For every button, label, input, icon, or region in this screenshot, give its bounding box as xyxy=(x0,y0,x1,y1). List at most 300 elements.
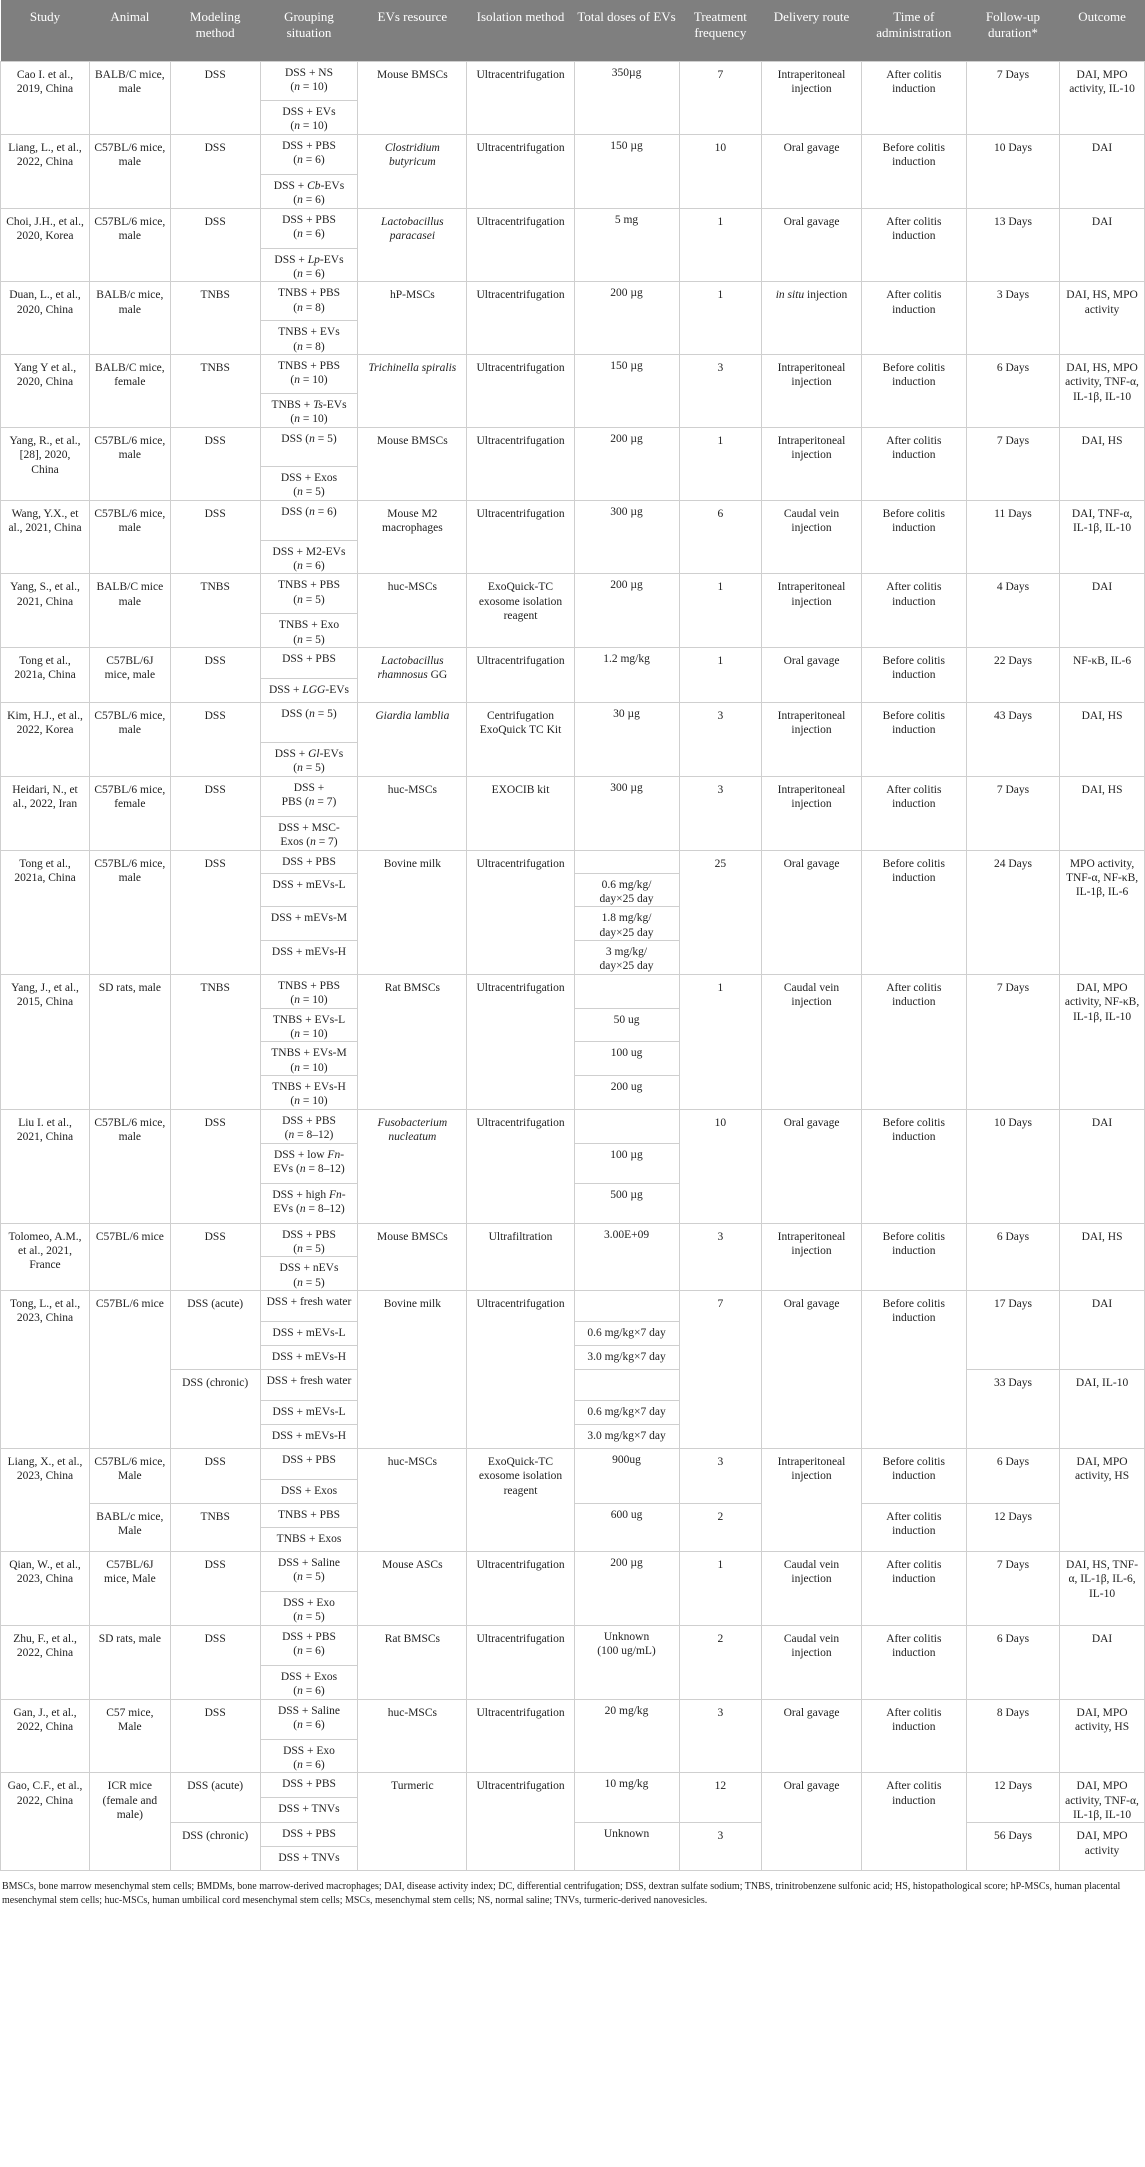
cell-administration-time: Before colitis induction xyxy=(861,134,966,208)
cell-animal: BALB/C mice, female xyxy=(90,355,171,428)
cell-grouping: DSS + Cb-EVs (n = 6) xyxy=(260,174,358,208)
cell-isolation-method: Ultracentrifugation xyxy=(467,648,574,703)
cell-delivery-route: Intraperitoneal injection xyxy=(762,574,862,648)
cell-total-dose xyxy=(574,850,679,873)
cell-grouping: DSS + PBS (n = 6) xyxy=(260,1625,358,1665)
cell-study: Yang, R., et al., [28], 2020, China xyxy=(1,427,90,500)
cell-study: Tong, L., et al., 2023, China xyxy=(1,1291,90,1449)
cell-total-dose: 200 µg xyxy=(574,1552,679,1626)
cell-animal: C57BL/6J mice, Male xyxy=(90,1552,171,1626)
cell-modeling-method: DSS (acute) xyxy=(170,1291,260,1370)
cell-study: Yang Y et al., 2020, China xyxy=(1,355,90,428)
cell-administration-time: After colitis induction xyxy=(861,1699,966,1773)
cell-grouping: DSS + TNVs xyxy=(260,1847,358,1871)
cell-outcome: DAI xyxy=(1060,574,1145,648)
cell-follow-up-duration: 13 Days xyxy=(966,208,1059,282)
cell-grouping: DSS + mEVs-L xyxy=(260,1322,358,1346)
cell-modeling-method: DSS xyxy=(170,427,260,500)
cell-administration-time: After colitis induction xyxy=(861,208,966,282)
cell-delivery-route: Intraperitoneal injection xyxy=(762,1223,862,1291)
cell-follow-up-duration: 43 Days xyxy=(966,703,1059,777)
cell-ev-resource: hP-MSCs xyxy=(358,282,467,355)
cell-grouping: DSS + PBS (n = 5) xyxy=(260,1223,358,1257)
cell-treatment-frequency: 3 xyxy=(679,703,762,777)
cell-treatment-frequency: 1 xyxy=(679,974,762,1109)
cell-grouping: TNBS + PBS (n = 8) xyxy=(260,282,358,321)
cell-isolation-method: Ultracentrifugation xyxy=(467,1109,574,1223)
cell-total-dose: 200 ug xyxy=(574,1076,679,1110)
cell-study: Heidari, N., et al., 2022, Iran xyxy=(1,776,90,850)
cell-ev-resource: Mouse ASCs xyxy=(358,1552,467,1626)
cell-ev-resource: Fusobacterium nucleatum xyxy=(358,1109,467,1223)
cell-treatment-frequency: 3 xyxy=(679,1449,762,1504)
cell-modeling-method: DSS (acute) xyxy=(170,1773,260,1823)
cell-ev-resource: Bovine milk xyxy=(358,1291,467,1449)
cell-administration-time: After colitis induction xyxy=(861,62,966,135)
cell-grouping: DSS + Saline (n = 5) xyxy=(260,1552,358,1592)
cell-animal: C57BL/6 mice xyxy=(90,1291,171,1449)
cell-animal: C57BL/6J mice, male xyxy=(90,648,171,703)
cell-modeling-method: DSS xyxy=(170,1625,260,1699)
cell-follow-up-duration: 6 Days xyxy=(966,355,1059,428)
cell-grouping: DSS + PBS xyxy=(260,1449,358,1480)
cell-grouping: DSS + Lp-EVs (n = 6) xyxy=(260,248,358,282)
cell-isolation-method: Ultracentrifugation xyxy=(467,500,574,574)
cell-administration-time: Before colitis induction xyxy=(861,1223,966,1291)
table-row xyxy=(1,1291,1145,1322)
cell-outcome: DAI, HS, TNF-α, IL-1β, IL-6, IL-10 xyxy=(1060,1552,1145,1626)
cell-follow-up-duration: 6 Days xyxy=(966,1625,1059,1699)
cell-study: Yang, S., et al., 2021, China xyxy=(1,574,90,648)
header-modeling-method: Modeling method xyxy=(170,0,260,62)
cell-treatment-frequency: 12 xyxy=(679,1773,762,1823)
cell-ev-resource: Rat BMSCs xyxy=(358,1625,467,1699)
cell-study: Yang, J., et al., 2015, China xyxy=(1,974,90,1109)
cell-delivery-route: Caudal vein injection xyxy=(762,500,862,574)
cell-ev-resource: Mouse BMSCs xyxy=(358,427,467,500)
cell-outcome: DAI, MPO activity xyxy=(1060,1823,1145,1871)
cell-modeling-method: DSS (chronic) xyxy=(170,1370,260,1449)
cell-outcome: DAI, TNF-α, IL-1β, IL-10 xyxy=(1060,500,1145,574)
header-isolation-method: Isolation method xyxy=(467,0,574,62)
cell-grouping: DSS + PBS xyxy=(260,1773,358,1798)
cell-total-dose xyxy=(574,1370,679,1401)
cell-grouping: TNBS + PBS (n = 10) xyxy=(260,974,358,1008)
cell-treatment-frequency: 3 xyxy=(679,1223,762,1291)
cell-total-dose: 5 mg xyxy=(574,208,679,282)
cell-grouping: DSS + Gl-EVs (n = 5) xyxy=(260,743,358,777)
cell-ev-resource: Mouse BMSCs xyxy=(358,1223,467,1291)
header-treatment-frequency: Treatment frequency xyxy=(679,0,762,62)
cell-grouping: DSS (n = 5) xyxy=(260,703,358,743)
cell-isolation-method: Ultracentrifugation xyxy=(467,1552,574,1626)
cell-administration-time: After colitis induction xyxy=(861,1625,966,1699)
cell-modeling-method: TNBS xyxy=(170,974,260,1109)
cell-outcome: DAI, MPO activity, TNF-α, IL-1β, IL-10 xyxy=(1060,1773,1145,1823)
header-total-dose: Total doses of EVs xyxy=(574,0,679,62)
cell-total-dose: 150 µg xyxy=(574,355,679,428)
cell-outcome: DAI, HS, MPO activity xyxy=(1060,282,1145,355)
cell-isolation-method: Ultracentrifugation xyxy=(467,282,574,355)
cell-grouping: DSS + fresh water xyxy=(260,1291,358,1322)
cell-grouping: DSS + Saline (n = 6) xyxy=(260,1699,358,1739)
cell-animal: C57BL/6 mice, male xyxy=(90,1109,171,1223)
cell-treatment-frequency: 3 xyxy=(679,1823,762,1871)
cell-treatment-frequency: 10 xyxy=(679,134,762,208)
cell-administration-time: Before colitis induction xyxy=(861,1449,966,1504)
table-row xyxy=(1,1625,1145,1665)
cell-administration-time: After colitis induction xyxy=(861,974,966,1109)
table-row xyxy=(1,355,1145,394)
cell-ev-resource: Clostridium butyricum xyxy=(358,134,467,208)
cell-modeling-method: DSS xyxy=(170,1449,260,1504)
cell-study: Kim, H.J., et al., 2022, Korea xyxy=(1,703,90,777)
cell-administration-time: After colitis induction xyxy=(861,1504,966,1552)
cell-delivery-route: Intraperitoneal injection xyxy=(762,703,862,777)
cell-animal: ICR mice (female and male) xyxy=(90,1773,171,1871)
cell-ev-resource: huc-MSCs xyxy=(358,776,467,850)
cell-grouping: TNBS + PBS (n = 5) xyxy=(260,574,358,614)
cell-outcome: DAI, HS xyxy=(1060,427,1145,500)
cell-grouping: DSS + PBS (n = 7) xyxy=(260,776,358,816)
cell-treatment-frequency: 3 xyxy=(679,776,762,850)
table-row xyxy=(1,648,1145,679)
cell-isolation-method: Ultracentrifugation xyxy=(467,62,574,135)
cell-total-dose: 0.6 mg/kg×7 day xyxy=(574,1401,679,1425)
cell-ev-resource: huc-MSCs xyxy=(358,1699,467,1773)
cell-animal: C57BL/6 mice xyxy=(90,1223,171,1291)
cell-isolation-method: Ultracentrifugation xyxy=(467,1625,574,1699)
cell-modeling-method: DSS xyxy=(170,1552,260,1626)
cell-isolation-method: ExoQuick-TC exosome isolation reagent xyxy=(467,1449,574,1552)
cell-grouping: TNBS + Ts-EVs (n = 10) xyxy=(260,394,358,428)
cell-study: Tong et al., 2021a, China xyxy=(1,648,90,703)
cell-delivery-route: Intraperitoneal injection xyxy=(762,1449,862,1552)
cell-modeling-method: DSS xyxy=(170,62,260,135)
cell-grouping: DSS + fresh water xyxy=(260,1370,358,1401)
cell-grouping: TNBS + PBS (n = 10) xyxy=(260,355,358,394)
cell-grouping: TNBS + EVs-L (n = 10) xyxy=(260,1008,358,1042)
cell-total-dose: 10 mg/kg xyxy=(574,1773,679,1823)
cell-follow-up-duration: 12 Days xyxy=(966,1504,1059,1552)
cell-grouping: DSS + mEVs-H xyxy=(260,941,358,975)
cell-outcome: DAI xyxy=(1060,208,1145,282)
cell-total-dose: 150 µg xyxy=(574,134,679,208)
cell-animal: C57BL/6 mice, male xyxy=(90,703,171,777)
cell-animal: C57 mice, Male xyxy=(90,1699,171,1773)
cell-total-dose: 20 mg/kg xyxy=(574,1699,679,1773)
cell-outcome: DAI xyxy=(1060,134,1145,208)
cell-grouping: DSS + LGG-EVs xyxy=(260,679,358,703)
cell-outcome: DAI, HS, MPO activity, TNF-α, IL-1β, IL-10 xyxy=(1060,355,1145,428)
cell-total-dose: Unknown (100 ug/mL) xyxy=(574,1625,679,1699)
cell-grouping: DSS + Exo (n = 5) xyxy=(260,1592,358,1626)
cell-grouping: DSS + Exos (n = 5) xyxy=(260,466,358,500)
cell-grouping: DSS + PBS xyxy=(260,850,358,873)
cell-administration-time: After colitis induction xyxy=(861,1773,966,1871)
cell-animal: BALB/C mice, male xyxy=(90,62,171,135)
cell-isolation-method: EXOCIB kit xyxy=(467,776,574,850)
cell-follow-up-duration: 8 Days xyxy=(966,1699,1059,1773)
table-row xyxy=(1,1699,1145,1739)
cell-modeling-method: DSS xyxy=(170,1699,260,1773)
cell-grouping: DSS + Exos xyxy=(260,1480,358,1504)
cell-administration-time: After colitis induction xyxy=(861,282,966,355)
cell-modeling-method: DSS xyxy=(170,850,260,974)
header-follow-up-duration: Follow-up duration* xyxy=(966,0,1059,62)
header-administration-time: Time of administration xyxy=(861,0,966,62)
cell-follow-up-duration: 12 Days xyxy=(966,1773,1059,1823)
cell-total-dose: 3.0 mg/kg×7 day xyxy=(574,1425,679,1449)
cell-modeling-method: DSS xyxy=(170,776,260,850)
cell-grouping: DSS + EVs (n = 10) xyxy=(260,101,358,135)
table-footnote: BMSCs, bone marrow mesenchymal stem cells; BMDMs, bone marrow-derived macrophages; DAI, disease activity index; DC, differential centrifugation; DSS, dextran sulfate sodium; TNBS, trinitrobenzene sulfonic acid; HS, histopathological score; hP-MSCs, human placental mesenchymal stem cells; huc-MSCs, human umbilical cord mesenchymal stem cells; MSCs, mesenchymal stem cells; NS, normal saline; TNVs, turmeric-derived nanovesicles. xyxy=(2,1881,1121,1907)
cell-grouping: DSS (n = 5) xyxy=(260,427,358,466)
cell-follow-up-duration: 7 Days xyxy=(966,776,1059,850)
cell-grouping: DSS + PBS (n = 6) xyxy=(260,134,358,174)
cell-grouping: DSS + Exos (n = 6) xyxy=(260,1665,358,1699)
cell-modeling-method: TNBS xyxy=(170,574,260,648)
cell-follow-up-duration: 33 Days xyxy=(966,1370,1059,1449)
cell-delivery-route: Oral gavage xyxy=(762,850,862,974)
cell-grouping: DSS + mEVs-L xyxy=(260,873,358,907)
cell-grouping: TNBS + Exo (n = 5) xyxy=(260,614,358,648)
table-row xyxy=(1,974,1145,1008)
cell-delivery-route: Oral gavage xyxy=(762,1291,862,1449)
cell-animal: C57BL/6 mice, male xyxy=(90,850,171,974)
cell-grouping: DSS + high Fn- EVs (n = 8–12) xyxy=(260,1183,358,1223)
table-row xyxy=(1,574,1145,614)
cell-delivery-route: Oral gavage xyxy=(762,1109,862,1223)
cell-animal: C57BL/6 mice, male xyxy=(90,500,171,574)
cell-animal: C57BL/6 mice, female xyxy=(90,776,171,850)
cell-outcome: DAI, MPO activity, HS xyxy=(1060,1449,1145,1552)
cell-administration-time: Before colitis induction xyxy=(861,1109,966,1223)
cell-treatment-frequency: 6 xyxy=(679,500,762,574)
cell-delivery-route: in situ injection xyxy=(762,282,862,355)
cell-outcome: DAI, MPO activity, NF-κB, IL-1β, IL-10 xyxy=(1060,974,1145,1109)
cell-animal: C57BL/6 mice, male xyxy=(90,208,171,282)
cell-study: Qian, W., et al., 2023, China xyxy=(1,1552,90,1626)
cell-total-dose: 350µg xyxy=(574,62,679,135)
cell-treatment-frequency: 1 xyxy=(679,208,762,282)
cell-isolation-method: Ultracentrifugation xyxy=(467,1773,574,1871)
cell-total-dose: 3.00E+09 xyxy=(574,1223,679,1291)
cell-treatment-frequency: 7 xyxy=(679,1291,762,1449)
cell-ev-resource: Bovine milk xyxy=(358,850,467,974)
table-row xyxy=(1,62,1145,101)
cell-outcome: DAI, MPO activity, IL-10 xyxy=(1060,62,1145,135)
cell-administration-time: Before colitis induction xyxy=(861,355,966,428)
cell-follow-up-duration: 10 Days xyxy=(966,1109,1059,1223)
table-row xyxy=(1,776,1145,816)
table-row xyxy=(1,1449,1145,1480)
cell-study: Cao I. et al., 2019, China xyxy=(1,62,90,135)
cell-total-dose: 900ug xyxy=(574,1449,679,1504)
cell-total-dose: 300 µg xyxy=(574,500,679,574)
cell-treatment-frequency: 1 xyxy=(679,282,762,355)
header-animal: Animal xyxy=(90,0,171,62)
cell-grouping: DSS + M2-EVs (n = 6) xyxy=(260,540,358,574)
header-row xyxy=(1,0,1145,62)
cell-modeling-method: DSS xyxy=(170,1223,260,1291)
cell-follow-up-duration: 56 Days xyxy=(966,1823,1059,1871)
cell-outcome: DAI xyxy=(1060,1625,1145,1699)
cell-study: Liu I. et al., 2021, China xyxy=(1,1109,90,1223)
cell-total-dose: 600 ug xyxy=(574,1504,679,1552)
cell-grouping: DSS (n = 6) xyxy=(260,500,358,540)
cell-grouping: DSS + NS (n = 10) xyxy=(260,62,358,101)
cell-treatment-frequency: 2 xyxy=(679,1625,762,1699)
cell-isolation-method: Ultracentrifugation xyxy=(467,1699,574,1773)
cell-modeling-method: TNBS xyxy=(170,355,260,428)
cell-modeling-method: DSS xyxy=(170,1109,260,1223)
cell-modeling-method: DSS xyxy=(170,648,260,703)
cell-total-dose: 50 ug xyxy=(574,1008,679,1042)
cell-study: Gao, C.F., et al., 2022, China xyxy=(1,1773,90,1871)
cell-follow-up-duration: 10 Days xyxy=(966,134,1059,208)
table-row xyxy=(1,1773,1145,1798)
cell-grouping: DSS + Exo (n = 6) xyxy=(260,1739,358,1773)
cell-grouping: TNBS + EVs-H (n = 10) xyxy=(260,1076,358,1110)
cell-grouping: DSS + mEVs-H xyxy=(260,1425,358,1449)
cell-treatment-frequency: 1 xyxy=(679,648,762,703)
cell-ev-resource: Rat BMSCs xyxy=(358,974,467,1109)
cell-follow-up-duration: 11 Days xyxy=(966,500,1059,574)
cell-administration-time: Before colitis induction xyxy=(861,850,966,974)
cell-administration-time: After colitis induction xyxy=(861,1552,966,1626)
cell-modeling-method: DSS xyxy=(170,703,260,777)
cell-total-dose: 3.0 mg/kg×7 day xyxy=(574,1346,679,1370)
table-row xyxy=(1,282,1145,321)
cell-total-dose: Unknown xyxy=(574,1823,679,1871)
cell-total-dose: 200 µg xyxy=(574,427,679,500)
cell-follow-up-duration: 17 Days xyxy=(966,1291,1059,1370)
header-grouping: Grouping situation xyxy=(260,0,358,62)
cell-total-dose: 200 µg xyxy=(574,282,679,355)
cell-isolation-method: Centrifugation ExoQuick TC Kit xyxy=(467,703,574,777)
cell-delivery-route: Oral gavage xyxy=(762,134,862,208)
cell-delivery-route: Oral gavage xyxy=(762,648,862,703)
cell-outcome: DAI, HS xyxy=(1060,703,1145,777)
cell-treatment-frequency: 3 xyxy=(679,1699,762,1773)
cell-ev-resource: Turmeric xyxy=(358,1773,467,1871)
cell-administration-time: After colitis induction xyxy=(861,427,966,500)
cell-animal: BALB/c mice, male xyxy=(90,282,171,355)
cell-outcome: DAI, MPO activity, HS xyxy=(1060,1699,1145,1773)
cell-modeling-method: TNBS xyxy=(170,282,260,355)
cell-grouping: TNBS + PBS xyxy=(260,1504,358,1528)
cell-ev-resource: Trichinella spiralis xyxy=(358,355,467,428)
cell-isolation-method: Ultracentrifugation xyxy=(467,208,574,282)
cell-administration-time: Before colitis induction xyxy=(861,500,966,574)
cell-isolation-method: Ultracentrifugation xyxy=(467,974,574,1109)
cell-total-dose: 1.8 mg/kg/ day×25 day xyxy=(574,907,679,941)
cell-total-dose: 100 ug xyxy=(574,1042,679,1076)
cell-follow-up-duration: 7 Days xyxy=(966,62,1059,135)
cell-treatment-frequency: 7 xyxy=(679,62,762,135)
cell-grouping: DSS + mEVs-H xyxy=(260,1346,358,1370)
cell-grouping: DSS + PBS xyxy=(260,1823,358,1847)
cell-administration-time: Before colitis induction xyxy=(861,1291,966,1449)
cell-ev-resource: huc-MSCs xyxy=(358,1449,467,1552)
table-row xyxy=(1,850,1145,873)
cell-total-dose xyxy=(574,974,679,1008)
cell-treatment-frequency: 1 xyxy=(679,1552,762,1626)
cell-study: Choi, J.H., et al., 2020, Korea xyxy=(1,208,90,282)
cell-delivery-route: Oral gavage xyxy=(762,208,862,282)
cell-total-dose xyxy=(574,1291,679,1322)
cell-delivery-route: Intraperitoneal injection xyxy=(762,355,862,428)
cell-ev-resource: Giardia lamblia xyxy=(358,703,467,777)
cell-isolation-method: Ultracentrifugation xyxy=(467,134,574,208)
cell-treatment-frequency: 1 xyxy=(679,574,762,648)
table-row xyxy=(1,703,1145,743)
cell-total-dose: 3 mg/kg/ day×25 day xyxy=(574,941,679,975)
cell-outcome: MPO activity, TNF-α, NF-κB, IL-1β, IL-6 xyxy=(1060,850,1145,974)
cell-administration-time: Before colitis induction xyxy=(861,648,966,703)
cell-follow-up-duration: 6 Days xyxy=(966,1223,1059,1291)
cell-outcome: DAI, IL-10 xyxy=(1060,1370,1145,1449)
cell-delivery-route: Caudal vein injection xyxy=(762,974,862,1109)
table-row xyxy=(1,208,1145,248)
cell-study: Duan, L., et al., 2020, China xyxy=(1,282,90,355)
cell-outcome: DAI, HS xyxy=(1060,1223,1145,1291)
cell-outcome: DAI xyxy=(1060,1291,1145,1370)
cell-isolation-method: Ultracentrifugation xyxy=(467,427,574,500)
cell-grouping: DSS + PBS (n = 8–12) xyxy=(260,1109,358,1143)
cell-ev-resource: Lactobacillus rhamnosus GG xyxy=(358,648,467,703)
cell-total-dose: 500 µg xyxy=(574,1183,679,1223)
cell-outcome: NF-κB, IL-6 xyxy=(1060,648,1145,703)
cell-isolation-method: Ultrafiltration xyxy=(467,1223,574,1291)
cell-delivery-route: Intraperitoneal injection xyxy=(762,776,862,850)
cell-total-dose: 1.2 mg/kg xyxy=(574,648,679,703)
table-row xyxy=(1,1223,1145,1257)
cell-modeling-method: TNBS xyxy=(170,1504,260,1552)
cell-delivery-route: Intraperitoneal injection xyxy=(762,62,862,135)
cell-isolation-method: Ultracentrifugation xyxy=(467,1291,574,1449)
cell-modeling-method: DSS xyxy=(170,134,260,208)
cell-total-dose: 0.6 mg/kg/ day×25 day xyxy=(574,873,679,907)
cell-isolation-method: Ultracentrifugation xyxy=(467,355,574,428)
cell-administration-time: Before colitis induction xyxy=(861,703,966,777)
table-row xyxy=(1,500,1145,540)
cell-animal: SD rats, male xyxy=(90,1625,171,1699)
cell-isolation-method: ExoQuick-TC exosome isolation reagent xyxy=(467,574,574,648)
cell-treatment-frequency: 1 xyxy=(679,427,762,500)
cell-animal: SD rats, male xyxy=(90,974,171,1109)
cell-follow-up-duration: 3 Days xyxy=(966,282,1059,355)
cell-grouping: DSS + nEVs (n = 5) xyxy=(260,1257,358,1291)
cell-administration-time: After colitis induction xyxy=(861,776,966,850)
cell-animal: BALB/C mice male xyxy=(90,574,171,648)
header-outcome: Outcome xyxy=(1060,0,1145,62)
cell-treatment-frequency: 10 xyxy=(679,1109,762,1223)
cell-follow-up-duration: 7 Days xyxy=(966,974,1059,1109)
cell-grouping: DSS + PBS xyxy=(260,648,358,679)
cell-modeling-method: DSS xyxy=(170,500,260,574)
cell-delivery-route: Oral gavage xyxy=(762,1773,862,1871)
cell-outcome: DAI xyxy=(1060,1109,1145,1223)
cell-follow-up-duration: 6 Days xyxy=(966,1449,1059,1504)
cell-study: Tong et al., 2021a, China xyxy=(1,850,90,974)
cell-delivery-route: Intraperitoneal injection xyxy=(762,427,862,500)
cell-grouping: DSS + low Fn- EVs (n = 8–12) xyxy=(260,1143,358,1183)
table-row xyxy=(1,1109,1145,1143)
cell-study: Tolomeo, A.M., et al., 2021, France xyxy=(1,1223,90,1291)
cell-treatment-frequency: 25 xyxy=(679,850,762,974)
